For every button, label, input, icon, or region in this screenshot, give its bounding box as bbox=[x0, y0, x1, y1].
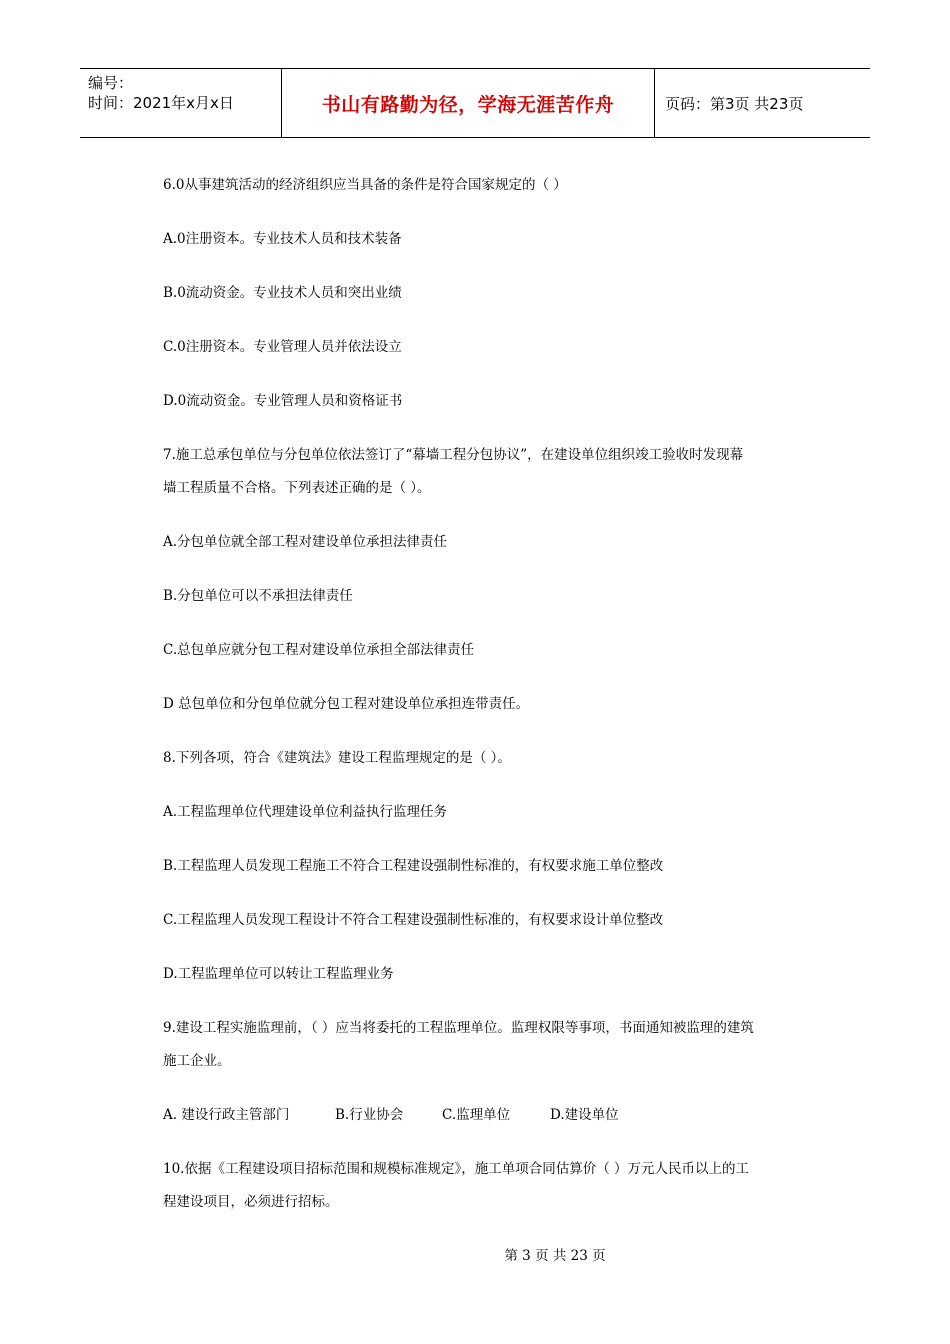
header-page-info: 页码：第3页 共23页 bbox=[665, 94, 804, 113]
question-6-option-b: B.0流动资金。专业技术人员和突出业绩 bbox=[163, 285, 402, 301]
question-8-stem: 8.下列各项，符合《建筑法》建设工程监理规定的是（ ）。 bbox=[163, 750, 511, 766]
question-6-option-a: A.0注册资本。专业技术人员和技术装备 bbox=[163, 231, 402, 247]
document-number-label: 编号： bbox=[88, 74, 134, 92]
question-9-option-b: B.行业协会 bbox=[335, 1107, 404, 1123]
page-header bbox=[80, 68, 870, 138]
header-meta bbox=[80, 69, 282, 137]
question-6-option-d: D.0流动资金。专业管理人员和资格证书 bbox=[163, 393, 403, 409]
question-8-option-c: C.工程监理人员发现工程设计不符合工程建设强制性标准的，有权要求设计单位整改 bbox=[163, 912, 664, 928]
page-footer bbox=[0, 1244, 950, 1264]
question-8-option-d: D.工程监理单位可以转让工程监理业务 bbox=[163, 966, 394, 982]
question-9-stem-line2: 施工企业。 bbox=[163, 1053, 231, 1069]
question-6-option-c: C.0注册资本。专业管理人员并依法设立 bbox=[163, 339, 402, 355]
footer-page-number: 第 3 页 共 23 页 bbox=[504, 1248, 606, 1264]
question-6-stem: 6.0从事建筑活动的经济组织应当具备的条件是符合国家规定的（ ） bbox=[163, 177, 567, 193]
document-date-label: 时间：2021年x月x日 bbox=[88, 94, 234, 112]
question-8-option-a: A.工程监理单位代理建设单位利益执行监理任务 bbox=[163, 804, 448, 820]
question-9-options bbox=[163, 1105, 619, 1125]
question-10-stem-line1: 10.依据《工程建设项目招标范围和规模标准规定》，施工单项合同估算价（ ）万元人民币以上的工 bbox=[163, 1161, 750, 1177]
question-9-option-d: D.建设单位 bbox=[550, 1107, 619, 1123]
question-7-option-b: B.分包单位可以不承担法律责任 bbox=[163, 588, 353, 604]
question-7-option-d: D 总包单位和分包单位就分包工程对建设单位承担连带责任。 bbox=[163, 696, 530, 712]
question-8-option-b: B.工程监理人员发现工程施工不符合工程建设强制性标准的，有权要求施工单位整改 bbox=[163, 858, 664, 874]
header-motto: 书山有路勤为径，学海无涯苦作舟 bbox=[321, 93, 615, 116]
question-9-stem-line1: 9.建设工程实施监理前，（ ）应当将委托的工程监理单位。监理权限等事项，书面通知被监理的建筑 bbox=[163, 1020, 754, 1036]
question-7-stem-line1: 7.施工总承包单位与分包单位依法签订了“幕墙工程分包协议”，在建设单位组织竣工验收时发现幕 bbox=[163, 447, 744, 463]
question-7-stem-line2: 墙工程质量不合格。下列表述正确的是（ ）。 bbox=[163, 480, 431, 496]
question-9-option-c: C.监理单位 bbox=[442, 1107, 511, 1123]
header-motto-cell bbox=[282, 69, 655, 137]
question-9-option-a: A. 建设行政主管部门 bbox=[163, 1107, 290, 1123]
question-7-option-a: A.分包单位就全部工程对建设单位承担法律责任 bbox=[163, 534, 448, 550]
question-7-option-c: C.总包单应就分包工程对建设单位承担全部法律责任 bbox=[163, 642, 475, 658]
question-10-stem-line2: 程建设项目，必须进行招标。 bbox=[163, 1194, 339, 1210]
